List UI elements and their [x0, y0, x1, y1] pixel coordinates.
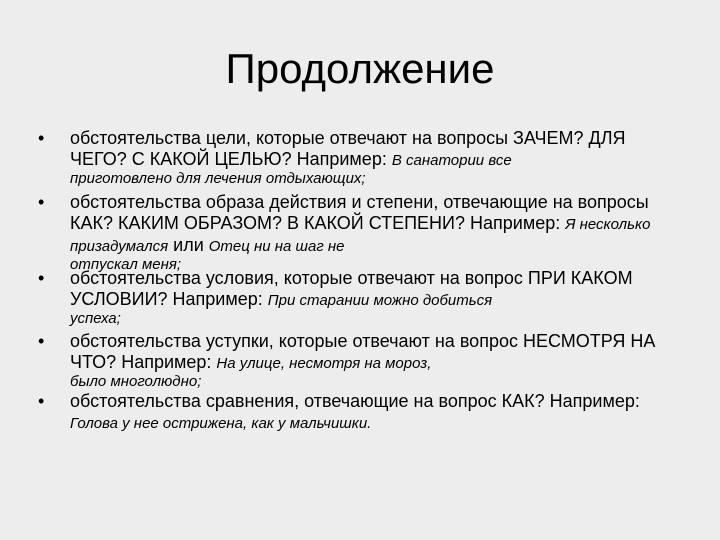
bullet-icon: •: [38, 192, 45, 212]
example-text-2: Отец ни на шаг не: [208, 238, 345, 255]
item-text: обстоятельства цели, которые отвечают на вопросы ЗАЧЕМ? ДЛЯ ЧЕГО? С КАКОЙ ЦЕЛЬЮ? Например:: [70, 128, 626, 169]
bullet-icon: •: [38, 128, 45, 148]
item-text: обстоятельства уступки, которые отвечают на вопрос НЕСМОТРЯ НА ЧТО? Например:: [70, 331, 656, 372]
example-tail: отпускал меня;: [70, 256, 182, 273]
example-text: В санатории все: [391, 152, 512, 169]
bullet-text: [70, 192, 668, 274]
bullet-text: [70, 331, 668, 391]
example-tail: приготовлено для лечения отдыхающих;: [70, 170, 366, 187]
example-tail: было многолюдно;: [70, 373, 202, 390]
connector-text: или: [168, 235, 209, 255]
slide-title: Продолжение: [225, 45, 495, 92]
example-text: На улице, несмотря на мороз,: [216, 355, 432, 372]
bullet-text: [70, 128, 668, 188]
example-text: Я несколько призадумался: [70, 216, 651, 255]
bullet-text: [70, 268, 668, 328]
example-text: При старании можно добиться: [267, 292, 493, 309]
example-tail: успеха;: [70, 310, 121, 327]
bullet-icon: •: [38, 391, 45, 411]
bullet-text: [70, 391, 668, 434]
item-text: обстоятельства сравнения, отвечающие на вопрос КАК? Например:: [70, 391, 640, 411]
example-text: Голова у нее острижена, как у мальчишки.: [70, 415, 372, 432]
bullet-icon: •: [38, 268, 45, 288]
bullet-icon: •: [38, 331, 45, 351]
item-text: обстоятельства образа действия и степени, отвечающие на вопросы КАК? КАКИМ ОБРАЗОМ? В КАКОЙ СТЕПЕНИ? Например:: [70, 192, 649, 233]
item-text: обстоятельства условия, которые отвечают на вопрос ПРИ КАКОМ УСЛОВИИ? Например:: [70, 268, 633, 309]
